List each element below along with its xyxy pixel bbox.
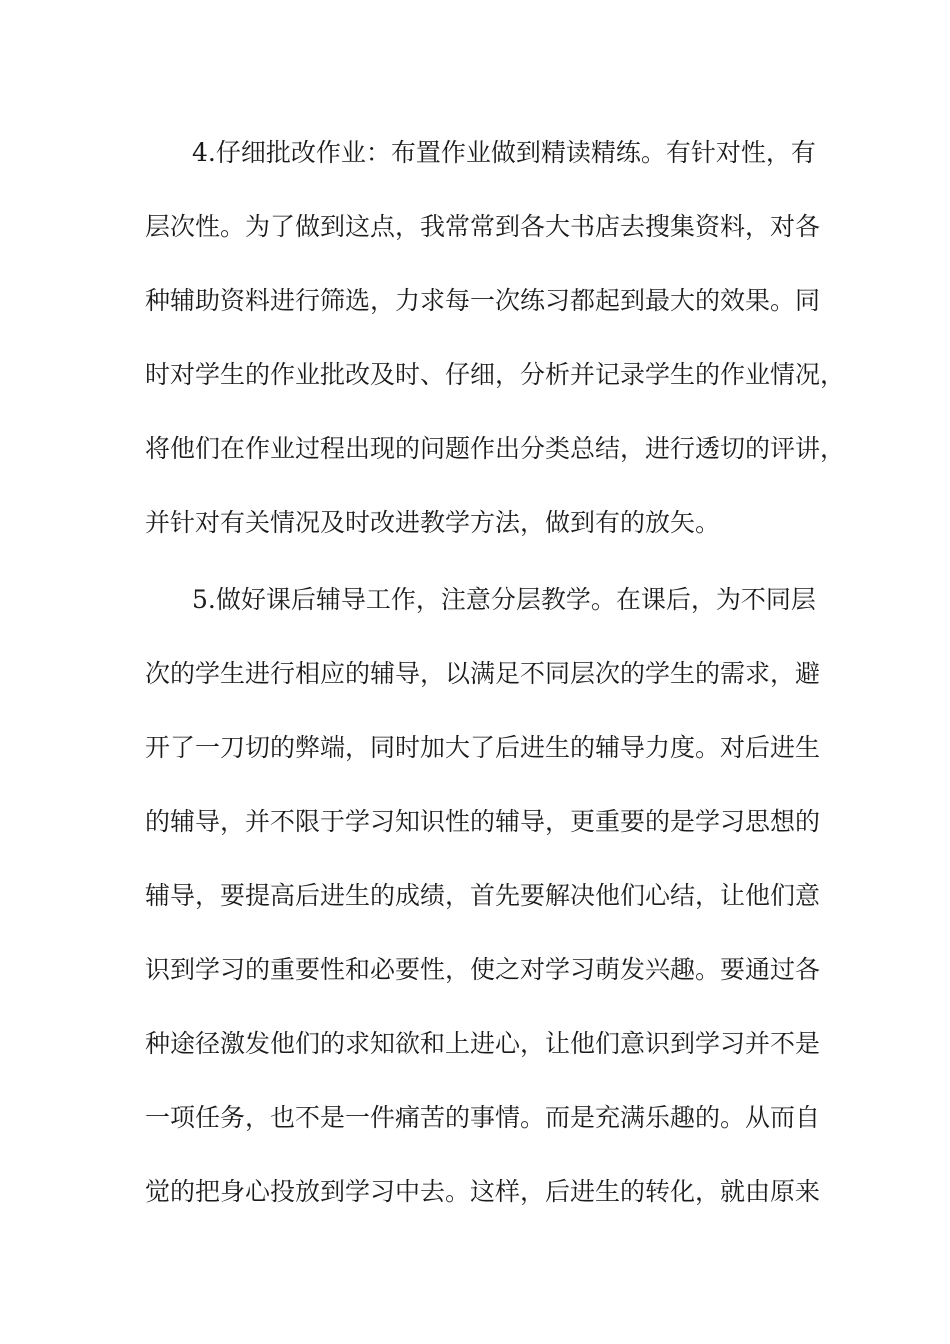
paragraph-1-line-5: 将他们在作业过程出现的问题作出分类总结，进行透切的评讲， — [145, 434, 846, 463]
paragraph-2-line-6: 识到学习的重要性和必要性，使之对学习萌发兴趣。要通过各 — [145, 955, 821, 984]
paragraph-1-line-1: 4.仔细批改作业：布置作业做到精读精练。有针对性，有 — [192, 138, 816, 167]
paragraph-2-line-8: 一项任务，也不是一件痛苦的事情。而是充满乐趣的。从而自 — [145, 1103, 821, 1132]
paragraph-2-line-1: 5.做好课后辅导工作，注意分层教学。在课后，为不同层 — [192, 585, 816, 614]
paragraph-1-line-2: 层次性。为了做到这点，我常常到各大书店去搜集资料，对各 — [145, 212, 821, 241]
paragraph-1-line-4: 时对学生的作业批改及时、仔细，分析并记录学生的作业情况， — [145, 360, 846, 389]
paragraph-2-line-2: 次的学生进行相应的辅导，以满足不同层次的学生的需求，避 — [145, 659, 821, 688]
paragraph-2-line-7: 种途径激发他们的求知欲和上进心，让他们意识到学习并不是 — [145, 1029, 821, 1058]
paragraph-2-line-5: 辅导，要提高后进生的成绩，首先要解决他们心结，让他们意 — [145, 881, 821, 910]
paragraph-1-line-3: 种辅助资料进行筛选，力求每一次练习都起到最大的效果。同 — [145, 286, 821, 315]
paragraph-2-line-3: 开了一刀切的弊端，同时加大了后进生的辅导力度。对后进生 — [145, 733, 821, 762]
paragraph-1-line-6: 并针对有关情况及时改进教学方法，做到有的放矢。 — [145, 508, 721, 537]
paragraph-2-line-4: 的辅导，并不限于学习知识性的辅导，更重要的是学习思想的 — [145, 807, 821, 836]
paragraph-2-line-9: 觉的把身心投放到学习中去。这样，后进生的转化，就由原来 — [145, 1177, 821, 1206]
